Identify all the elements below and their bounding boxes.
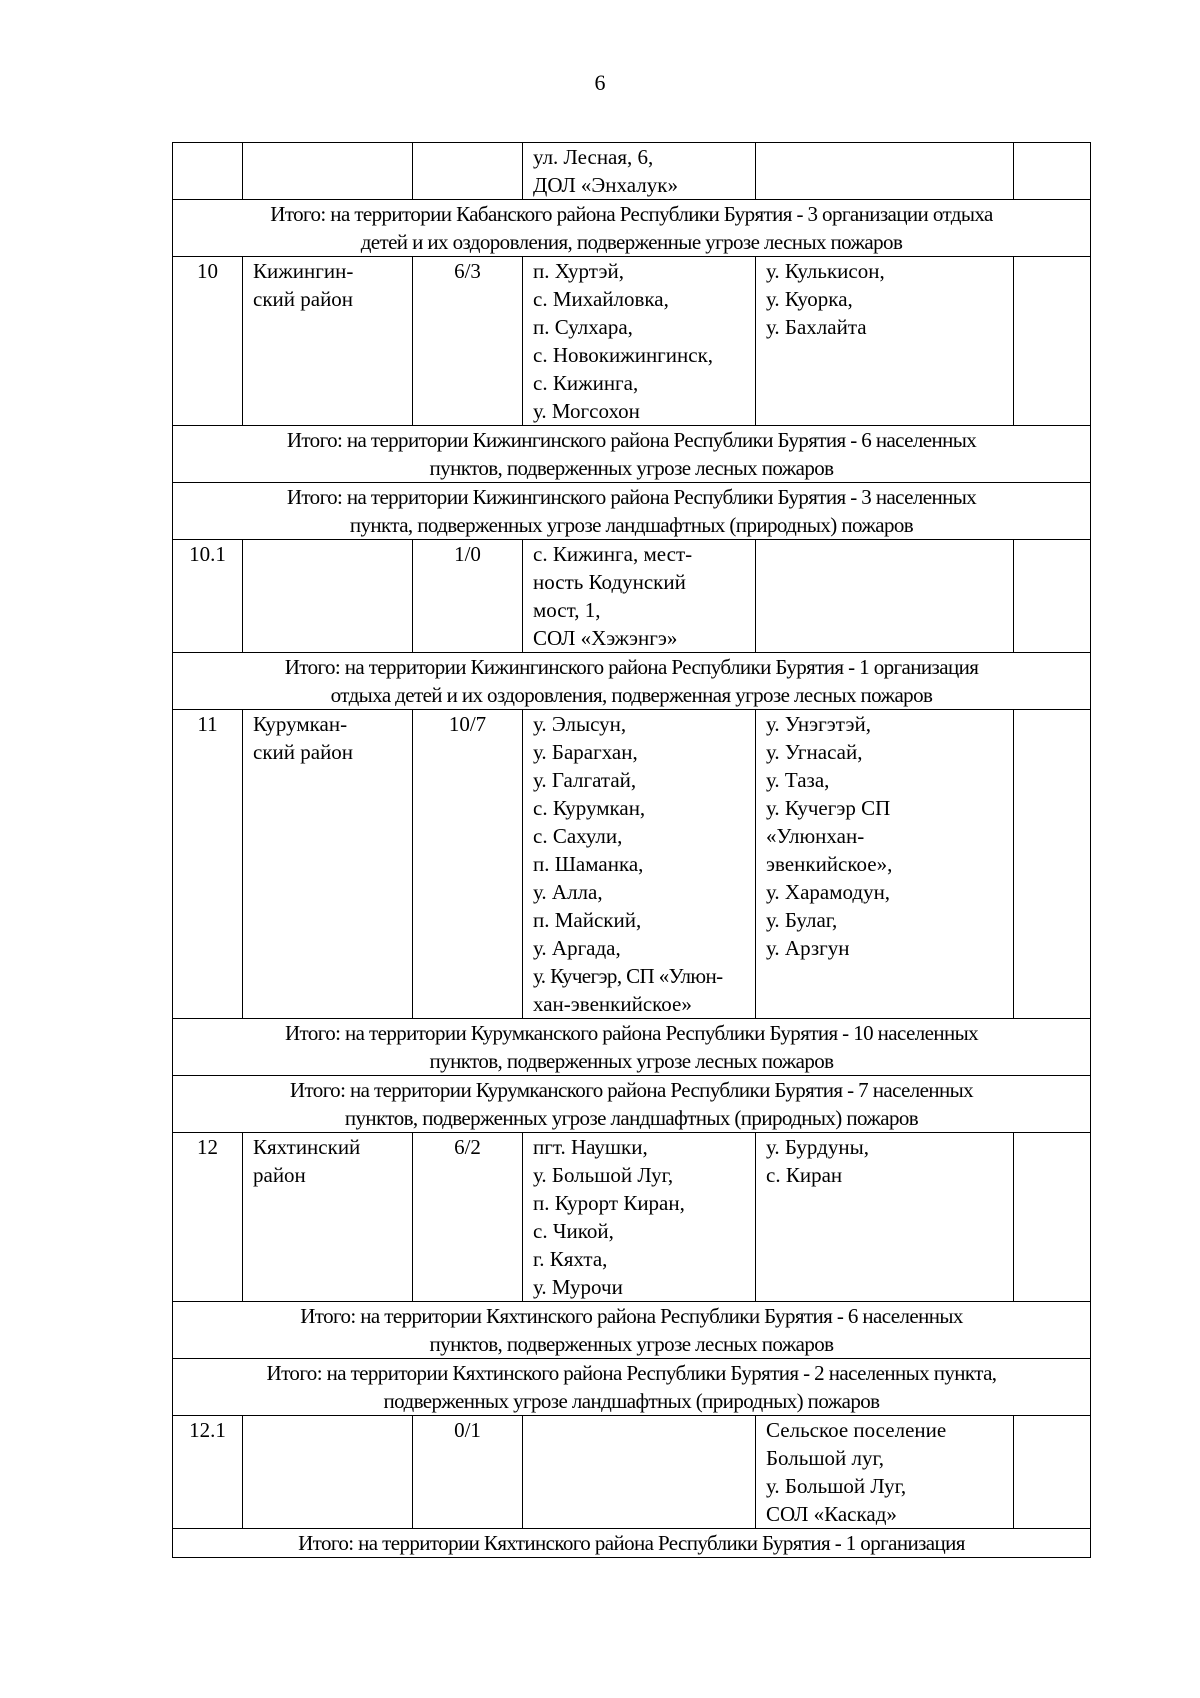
district-cell-line: Курумкан- — [253, 712, 348, 736]
forest-fire-settlements — [523, 710, 756, 1019]
forest-fire-settlements-line: с. Кижинга, мест- — [533, 542, 693, 566]
table-row — [173, 540, 1091, 653]
landscape-fire-settlements — [756, 1133, 1014, 1302]
total-cell — [173, 1076, 1091, 1133]
forest-fire-settlements-line: у. Мурочи — [533, 1275, 623, 1299]
landscape-fire-settlements-line: у. Кулькисон, — [766, 259, 885, 283]
forest-fire-settlements — [523, 257, 756, 426]
notes-cell — [1014, 1416, 1091, 1529]
count-cell: 1/0 — [413, 540, 523, 653]
district-cell — [243, 257, 413, 426]
notes-cell — [1014, 257, 1091, 426]
total-cell-line: пунктов, подверженных угрозе ландшафтных (природных) пожаров — [344, 1106, 919, 1130]
landscape-fire-settlements-line: с. Киран — [766, 1163, 843, 1187]
forest-fire-settlements-line: у. Элысун, — [533, 712, 627, 736]
landscape-fire-settlements-line: Сельское поселение — [766, 1418, 947, 1442]
forest-fire-settlements-line: п. Хуртэй, — [533, 259, 624, 283]
row-number: 12 — [173, 1133, 243, 1302]
forest-fire-settlements-line: ул. Лесная, 6, — [533, 145, 654, 169]
landscape-fire-settlements — [756, 540, 1014, 653]
row-number — [173, 143, 243, 200]
forest-fire-settlements-line: г. Кяхта, — [533, 1247, 608, 1271]
total-cell-line: Итого: на территории Кяхтинского района Республики Бурятия - 6 населенных — [300, 1304, 963, 1328]
forest-fire-settlements-line: п. Майский, — [533, 908, 642, 932]
row-number: 12.1 — [173, 1416, 243, 1529]
total-cell — [173, 1019, 1091, 1076]
count-cell: 6/3 — [413, 257, 523, 426]
table-row — [173, 257, 1091, 426]
total-row — [173, 1019, 1091, 1076]
total-cell-line: детей и их оздоровления, подверженные угрозе лесных пожаров — [360, 230, 903, 254]
notes-cell — [1014, 143, 1091, 200]
total-cell — [173, 653, 1091, 710]
table-row — [173, 1416, 1091, 1529]
row-number: 10.1 — [173, 540, 243, 653]
district-cell — [243, 540, 413, 653]
total-row — [173, 1076, 1091, 1133]
forest-fire-settlements-line: СОЛ «Хэжэнгэ» — [533, 626, 678, 650]
landscape-fire-settlements-line: у. Куорка, — [766, 287, 853, 311]
forest-fire-settlements-line: с. Кижинга, — [533, 371, 639, 395]
count-cell — [413, 143, 523, 200]
forest-fire-settlements-line: хан-эвенкийское» — [533, 992, 692, 1016]
forest-fire-settlements-line: п. Курорт Киран, — [533, 1191, 685, 1215]
total-cell-line: пунктов, подверженных угрозе лесных пожаров — [429, 456, 834, 480]
forest-fire-settlements-line: мост, 1, — [533, 598, 601, 622]
forest-fire-settlements — [523, 143, 756, 200]
forest-fire-settlements-line: с. Новокижингинск, — [533, 343, 714, 367]
forest-fire-settlements-line: ДОЛ «Энхалук» — [533, 173, 678, 197]
district-cell-line: ский район — [253, 287, 354, 311]
landscape-fire-settlements-line: у. Арзгун — [766, 936, 850, 960]
forest-fire-settlements — [523, 1416, 756, 1529]
total-cell — [173, 483, 1091, 540]
total-cell-line: Итого: на территории Кижингинского района Республики Бурятия - 6 населенных — [286, 428, 977, 452]
total-row — [173, 1529, 1091, 1558]
forest-fire-settlements-line: п. Шаманка, — [533, 852, 644, 876]
landscape-fire-settlements-line: эвенкийское», — [766, 852, 893, 876]
forest-fire-settlements-line: с. Чикой, — [533, 1219, 614, 1243]
forest-fire-settlements-line: с. Михайловка, — [533, 287, 669, 311]
total-cell — [173, 200, 1091, 257]
forest-fire-settlements-line: с. Сахули, — [533, 824, 623, 848]
district-cell-line: Кижингин- — [253, 259, 354, 283]
count-cell: 10/7 — [413, 710, 523, 1019]
total-cell-line: Итого: на территории Кижингинского района Республики Бурятия - 3 населенных — [286, 485, 977, 509]
forest-fire-settlements-line: у. Галгатай, — [533, 768, 637, 792]
total-cell — [173, 1302, 1091, 1359]
total-cell-line: Итого: на территории Кабанского района Республики Бурятия - 3 организации отдыха — [270, 202, 993, 226]
table-row — [173, 143, 1091, 200]
forest-fire-settlements-line: пгт. Наушки, — [533, 1135, 648, 1159]
forest-fire-settlements-line: у. Могсохон — [533, 399, 640, 423]
total-cell-line: Итого: на территории Курумканского района Республики Бурятия - 7 населенных — [289, 1078, 974, 1102]
district-cell-line: ский район — [253, 740, 354, 764]
total-cell-line: Итого: на территории Кижингинского района Республики Бурятия - 1 организация — [284, 655, 979, 679]
forest-fire-settlements — [523, 540, 756, 653]
total-row — [173, 1302, 1091, 1359]
forest-fire-settlements — [523, 1133, 756, 1302]
total-cell-line: пунктов, подверженных угрозе лесных пожаров — [429, 1332, 834, 1356]
total-cell-line: пункта, подверженных угрозе ландшафтных (природных) пожаров — [349, 513, 914, 537]
total-cell-line: Итого: на территории Кяхтинского района Республики Бурятия - 1 организация — [298, 1531, 965, 1555]
table-row — [173, 710, 1091, 1019]
landscape-fire-settlements-line: у. Большой Луг, — [766, 1474, 907, 1498]
landscape-fire-settlements-line: у. Булаг, — [766, 908, 838, 932]
total-cell — [173, 1359, 1091, 1416]
landscape-fire-settlements — [756, 710, 1014, 1019]
landscape-fire-settlements-line: у. Бурдуны, — [766, 1135, 869, 1159]
total-row — [173, 1359, 1091, 1416]
district-cell-line: район — [253, 1163, 306, 1187]
total-row — [173, 483, 1091, 540]
landscape-fire-settlements — [756, 257, 1014, 426]
total-cell-line: пунктов, подверженных угрозе лесных пожаров — [429, 1049, 834, 1073]
landscape-fire-settlements-line: у. Таза, — [766, 768, 830, 792]
notes-cell — [1014, 1133, 1091, 1302]
landscape-fire-settlements-line: у. Харамодун, — [766, 880, 891, 904]
landscape-fire-settlements-line: «Улюнхан- — [766, 824, 865, 848]
total-row — [173, 653, 1091, 710]
district-cell — [243, 710, 413, 1019]
district-cell — [243, 1416, 413, 1529]
forest-fire-settlements-line: у. Большой Луг, — [533, 1163, 674, 1187]
count-cell: 6/2 — [413, 1133, 523, 1302]
forest-fire-settlements-line: у. Алла, — [533, 880, 603, 904]
total-row — [173, 426, 1091, 483]
total-cell-line: Итого: на территории Курумканского района Республики Бурятия - 10 населенных — [284, 1021, 979, 1045]
landscape-fire-settlements — [756, 1416, 1014, 1529]
district-cell-line: Кяхтинский — [253, 1135, 361, 1159]
district-cell — [243, 1133, 413, 1302]
total-cell-line: отдыха детей и их оздоровления, подверженная угрозе лесных пожаров — [330, 683, 933, 707]
forest-fire-settlements-line: у. Аргада, — [533, 936, 621, 960]
forest-fire-settlements-line: ность Кодунский — [533, 570, 686, 594]
forest-fire-settlements-line: с. Курумкан, — [533, 796, 646, 820]
district-cell — [243, 143, 413, 200]
forest-fire-settlements-line: п. Сулхара, — [533, 315, 633, 339]
notes-cell — [1014, 710, 1091, 1019]
table-row — [173, 1133, 1091, 1302]
landscape-fire-settlements-line: у. Кучегэр СП — [766, 796, 891, 820]
total-row — [173, 200, 1091, 257]
total-cell-line: Итого: на территории Кяхтинского района Республики Бурятия - 2 населенных пункта, — [266, 1361, 997, 1385]
forest-fire-settlements-line: у. Барагхан, — [533, 740, 638, 764]
landscape-fire-settlements-line: СОЛ «Каскад» — [766, 1502, 897, 1526]
landscape-fire-settlements-line: у. Унэгэтэй, — [766, 712, 871, 736]
total-cell-line: подверженных угрозе ландшафтных (природных) пожаров — [383, 1389, 880, 1413]
row-number: 11 — [173, 710, 243, 1019]
landscape-fire-settlements-line: Большой луг, — [766, 1446, 884, 1470]
settlements-table — [172, 142, 1091, 1558]
forest-fire-settlements-line: у. Кучегэр, СП «Улюн- — [533, 964, 723, 988]
row-number: 10 — [173, 257, 243, 426]
total-cell — [173, 1529, 1091, 1558]
landscape-fire-settlements-line: у. Угнасай, — [766, 740, 863, 764]
landscape-fire-settlements-line: у. Бахлайта — [766, 315, 867, 339]
notes-cell — [1014, 540, 1091, 653]
landscape-fire-settlements — [756, 143, 1014, 200]
page-number: 6 — [594, 70, 606, 95]
total-cell — [173, 426, 1091, 483]
count-cell: 0/1 — [413, 1416, 523, 1529]
